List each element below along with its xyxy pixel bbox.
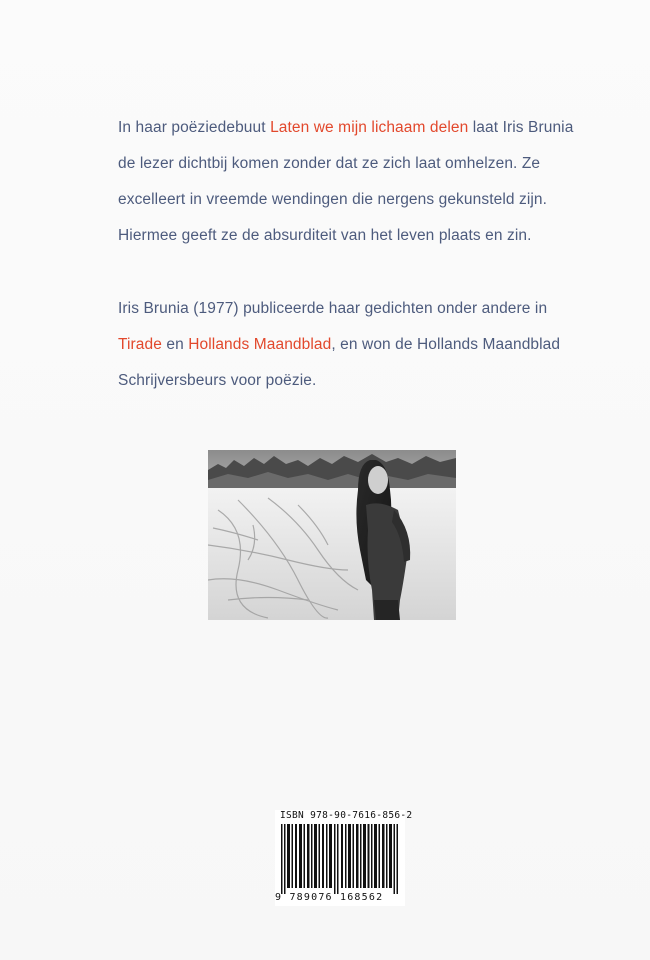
bio-suffix: , en won de Hollands Maandblad Schrijversbeurs voor poëzie. xyxy=(118,336,561,389)
blurb-paragraph xyxy=(118,110,588,254)
author-photo-image xyxy=(208,450,456,620)
barcode-digits: 9 789076 168562 xyxy=(275,892,384,903)
magazine-hollands-maandblad: Hollands Maandblad xyxy=(188,336,332,353)
barcode xyxy=(275,810,413,906)
blurb-prefix: In haar poëziedebuut xyxy=(118,119,271,136)
bio-middle: en xyxy=(161,336,189,353)
blurb-suffix: laat Iris Brunia de lezer dichtbij komen zonder dat ze zich laat omhelzen. Ze excelleert in vreemde wendingen die nergens gekunsteld zijn. Hiermee geeft ze de absurditeit van het leven plaats en zin. xyxy=(118,119,574,244)
author-photo xyxy=(208,450,456,620)
barcode-bars xyxy=(277,824,403,894)
bio-prefix: Iris Brunia (1977) publiceerde haar gedichten onder andere in xyxy=(118,300,548,317)
book-title: Laten we mijn lichaam delen xyxy=(270,119,469,136)
magazine-tirade: Tirade xyxy=(118,336,162,353)
author-bio-paragraph xyxy=(118,291,588,399)
isbn-label: ISBN 978-90-7616-856-2 xyxy=(280,810,413,821)
